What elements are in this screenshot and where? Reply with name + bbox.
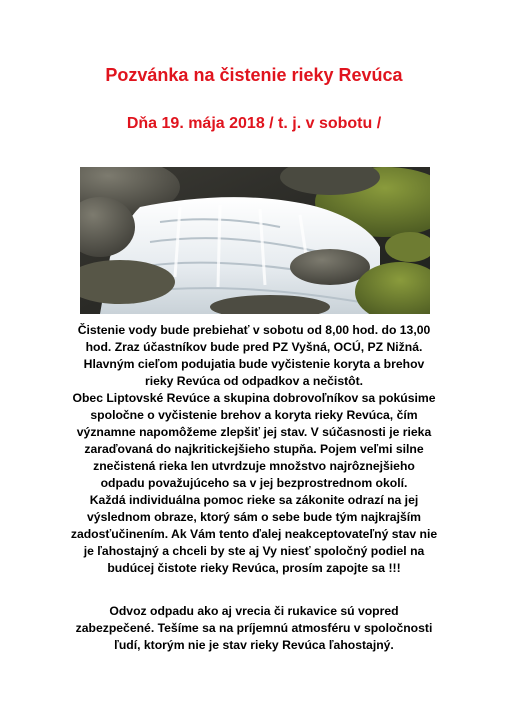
text-line: hod. Zraz účastníkov bude pred PZ Vyšná, OCÚ, PZ Nižná. <box>85 340 423 354</box>
text-line: ľudí, ktorým nie je stav rieky Revúca ľahostajný. <box>114 638 394 652</box>
text-line: spoločne o vyčistenie brehov a koryta rieky Revúca, čím <box>90 408 418 422</box>
text-line: Čistenie vody bude prebiehať v sobotu od 8,00 hod. do 13,00 <box>77 323 431 337</box>
text-line: znečistená rieka len utvrdzuje množstvo najrôznejšieho <box>93 459 415 473</box>
text-line: výslednom obraze, ktorý sám o sebe bude tým najkrajším <box>87 510 421 524</box>
page-title: Pozvánka na čistenie rieky Revúca <box>105 65 403 85</box>
text-line: zabezpečené. Tešíme sa na príjemnú atmosféru v spoločnosti <box>75 621 433 635</box>
paragraph-closing <box>56 603 452 654</box>
paragraph-schedule <box>56 322 452 390</box>
paragraph-description <box>56 390 452 577</box>
text-line: Hlavným cieľom podujatia bude vyčistenie koryta a brehov <box>83 357 425 371</box>
text-line: odpadu považujúceho sa v jej bezprostrednom okolí. <box>100 476 408 490</box>
text-line: zaraďovaná do najkritickejšieho stupňa. Pojem veľmi silne <box>84 442 424 456</box>
event-date: Dňa 19. mája 2018 / t. j. v sobotu / <box>126 115 382 132</box>
text-line: rieky Revúca od odpadkov a nečistôt. <box>144 374 364 388</box>
text-line: Každá individuálna pomoc rieke sa zákonite odrazí na jej <box>89 493 419 507</box>
text-line: Obec Liptovské Revúce a skupina dobrovoľníkov sa pokúsime <box>72 391 436 405</box>
text-line: významne napomôžeme zlepšiť jej stav. V súčasnosti je rieka <box>76 425 432 439</box>
text-line: budúcej čistote rieky Revúca, prosím zapojte sa !!! <box>107 561 401 575</box>
text-line: zadosťučinením. Ak Vám tento ďalej neakceptovateľný stav nie <box>70 527 438 541</box>
waterfall-photo <box>80 167 430 314</box>
text-line: Odvoz odpadu ako aj vrecia či rukavice sú vopred <box>109 604 399 618</box>
text-line: je ľahostajný a chceli by ste aj Vy niesť spoločný podiel na <box>83 544 425 558</box>
